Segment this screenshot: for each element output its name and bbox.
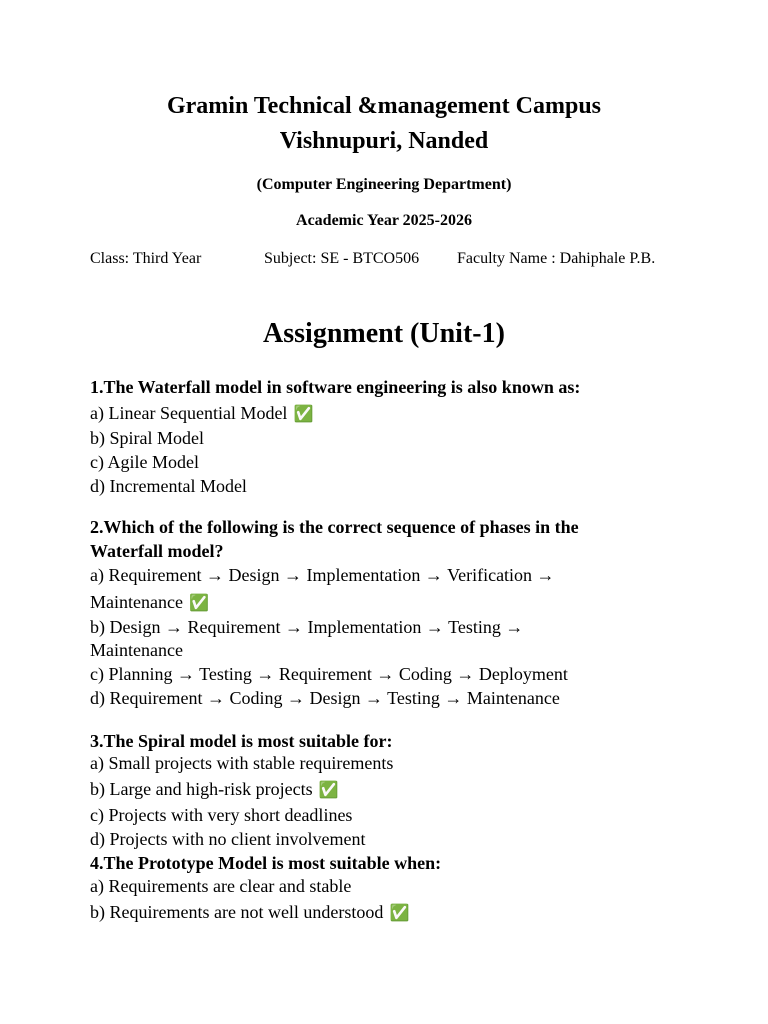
check-mark-icon: ✅ <box>389 903 410 922</box>
q2-option-c: c) Planning → Testing → Requirement → Coding → Deployment <box>90 664 568 684</box>
class-info: Class: Third Year <box>90 250 202 267</box>
q4-option-b <box>90 902 409 923</box>
q3-option-c: c) Projects with very short deadlines <box>90 805 353 825</box>
q1-option-d: d) Incremental Model <box>90 476 247 496</box>
check-mark-icon: ✅ <box>318 780 339 799</box>
institution-location: Vishnupuri, Nanded <box>279 128 489 154</box>
subject-info: Subject: SE - BTCO506 <box>264 250 420 267</box>
q3-option-a: a) Small projects with stable requirements <box>90 753 394 773</box>
option-text: Maintenance <box>90 592 183 612</box>
department-name: (Computer Engineering Department) <box>256 176 512 193</box>
q4-option-a: a) Requirements are clear and stable <box>90 876 352 896</box>
option-text: b) Requirements are not well understood <box>90 902 384 922</box>
q3-option-d: d) Projects with no client involvement <box>90 829 366 849</box>
question-2-line-1: 2.Which of the following is the correct sequence of phases in the <box>90 517 579 537</box>
check-mark-icon: ✅ <box>188 593 209 612</box>
q2-option-d: d) Requirement → Coding → Design → Testing → Maintenance <box>90 688 560 708</box>
q1-option-b: b) Spiral Model <box>90 428 204 448</box>
question-1: 1.The Waterfall model in software engineering is also known as: <box>90 377 581 397</box>
option-text: b) Large and high-risk projects <box>90 779 313 799</box>
q1-option-a <box>90 403 313 424</box>
faculty-info: Faculty Name : Dahiphale P.B. <box>457 250 656 267</box>
question-4: 4.The Prototype Model is most suitable when: <box>90 853 442 873</box>
assignment-title: Assignment (Unit-1) <box>263 318 505 349</box>
option-text: a) Linear Sequential Model <box>90 403 288 423</box>
question-2-line-2: Waterfall model? <box>90 541 224 561</box>
q2-option-a-line-2 <box>90 592 209 613</box>
check-mark-icon: ✅ <box>293 404 314 423</box>
q3-option-b <box>90 779 339 800</box>
question-3: 3.The Spiral model is most suitable for: <box>90 731 393 751</box>
institution-name: Gramin Technical &management Campus <box>166 93 601 119</box>
q2-option-b-line-2: Maintenance <box>90 640 183 660</box>
academic-year: Academic Year 2025-2026 <box>296 212 472 229</box>
q1-option-c: c) Agile Model <box>90 452 199 472</box>
q2-option-b-line-1: b) Design → Requirement → Implementation → Testing → <box>90 617 524 637</box>
q2-option-a-line-1: a) Requirement → Design → Implementation → Verification → <box>90 565 555 585</box>
